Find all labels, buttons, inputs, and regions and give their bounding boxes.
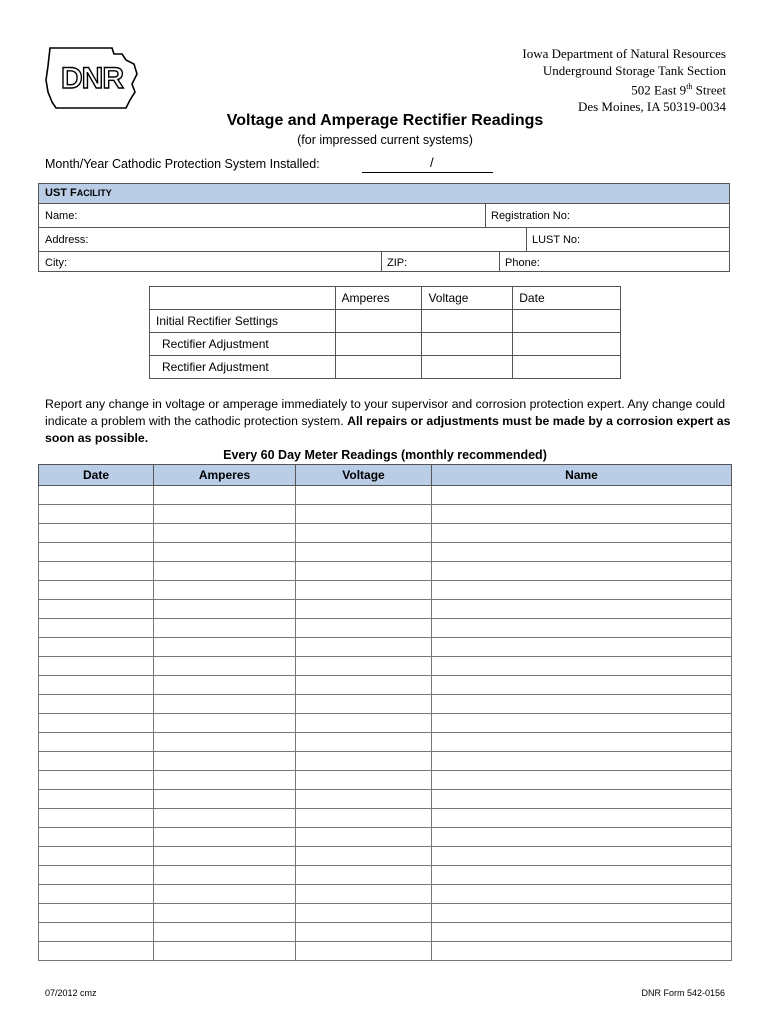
meter-date-cell[interactable] <box>39 809 154 828</box>
table-row <box>39 847 732 866</box>
meter-date-cell[interactable] <box>39 771 154 790</box>
meter-name-cell[interactable] <box>432 676 732 695</box>
meter-amperes-cell[interactable] <box>154 657 296 676</box>
table-row <box>39 771 732 790</box>
agency-city: Des Moines, IA 50319-0034 <box>577 98 726 114</box>
meter-name-cell[interactable] <box>432 695 732 714</box>
meter-date-cell[interactable] <box>39 619 154 638</box>
meter-header-date: Date <box>39 465 154 486</box>
table-row <box>39 828 732 847</box>
ust-facility-header: UST FACILITY <box>39 184 729 204</box>
meter-name-cell[interactable] <box>432 847 732 866</box>
rectifier-header-row <box>150 287 621 310</box>
rectifier-settings-table <box>149 286 621 379</box>
meter-amperes-cell[interactable] <box>154 752 296 771</box>
rectifier-header-date: Date <box>513 287 621 310</box>
facility-name-field[interactable]: Name: <box>45 210 78 222</box>
report-instructions: Report any change in voltage or amperage immediately to your supervisor and corrosion protection expert. Any change could indicate a problem with the cathodic protection system. All repairs or adjustments must be made by a corrosion expert as soon as possible. <box>45 397 731 445</box>
meter-header-name: Name <box>432 465 732 486</box>
registration-number-field[interactable]: Registration No: <box>491 210 570 222</box>
meter-voltage-cell[interactable] <box>296 828 432 847</box>
table-row <box>39 809 732 828</box>
rectifier-header-amperes: Amperes <box>335 287 422 310</box>
meter-readings-table <box>38 464 732 961</box>
meter-date-cell[interactable] <box>39 505 154 524</box>
meter-name-cell[interactable] <box>432 543 732 562</box>
meter-date-cell[interactable] <box>39 543 154 562</box>
dnr-logo <box>42 44 142 112</box>
footer-date-code: 07/2012 cmz <box>45 988 97 998</box>
table-row <box>39 600 732 619</box>
facility-address-field[interactable]: Address: <box>45 234 89 246</box>
meter-name-cell[interactable] <box>432 885 732 904</box>
meter-amperes-cell[interactable] <box>154 486 296 505</box>
meter-name-cell[interactable] <box>432 771 732 790</box>
meter-date-cell[interactable] <box>39 714 154 733</box>
svg-text:DNR: DNR <box>61 62 123 95</box>
table-row <box>39 676 732 695</box>
facility-row-address <box>39 228 729 252</box>
agency-street: 502 East 9th Street <box>631 82 726 98</box>
table-row <box>39 866 732 885</box>
meter-voltage-cell[interactable] <box>296 942 432 961</box>
meter-name-cell[interactable] <box>432 524 732 543</box>
meter-header-voltage: Voltage <box>296 465 432 486</box>
meter-amperes-cell[interactable] <box>154 619 296 638</box>
table-row <box>39 524 732 543</box>
meter-amperes-cell[interactable] <box>154 771 296 790</box>
meter-voltage-cell[interactable] <box>296 866 432 885</box>
facility-zip-field[interactable]: ZIP: <box>387 257 408 269</box>
meter-date-cell[interactable] <box>39 847 154 866</box>
meter-date-cell[interactable] <box>39 524 154 543</box>
meter-voltage-cell[interactable] <box>296 847 432 866</box>
meter-voltage-cell[interactable] <box>296 885 432 904</box>
meter-voltage-cell[interactable] <box>296 790 432 809</box>
rectifier-voltage-cell[interactable] <box>422 333 513 356</box>
rectifier-amperes-cell[interactable] <box>335 333 422 356</box>
table-row <box>39 657 732 676</box>
meter-amperes-cell[interactable] <box>154 505 296 524</box>
meter-amperes-cell[interactable] <box>154 847 296 866</box>
form-title: Voltage and Amperage Rectifier Readings <box>226 112 544 129</box>
meter-voltage-cell[interactable] <box>296 600 432 619</box>
meter-date-cell[interactable] <box>39 904 154 923</box>
meter-date-cell[interactable] <box>39 676 154 695</box>
meter-voltage-cell[interactable] <box>296 695 432 714</box>
meter-name-cell[interactable] <box>432 866 732 885</box>
meter-voltage-cell[interactable] <box>296 923 432 942</box>
meter-date-cell[interactable] <box>39 562 154 581</box>
rectifier-date-cell[interactable] <box>513 333 621 356</box>
meter-readings-title: Every 60 Day Meter Readings (monthly recommended) <box>223 448 547 462</box>
meter-amperes-cell[interactable] <box>154 828 296 847</box>
table-row <box>39 695 732 714</box>
table-row <box>39 619 732 638</box>
meter-amperes-cell[interactable] <box>154 638 296 657</box>
lust-number-field[interactable]: LUST No: <box>532 234 581 246</box>
meter-voltage-cell[interactable] <box>296 524 432 543</box>
meter-date-cell[interactable] <box>39 638 154 657</box>
rectifier-date-cell[interactable] <box>513 356 621 379</box>
table-row <box>39 752 732 771</box>
rectifier-row-label: Initial Rectifier Settings <box>150 310 336 333</box>
meter-amperes-cell[interactable] <box>154 790 296 809</box>
meter-name-cell[interactable] <box>432 562 732 581</box>
agency-section: Underground Storage Tank Section <box>542 62 726 78</box>
rectifier-row <box>150 333 621 356</box>
meter-name-cell[interactable] <box>432 619 732 638</box>
table-row <box>39 714 732 733</box>
meter-name-cell[interactable] <box>432 752 732 771</box>
meter-name-cell[interactable] <box>432 809 732 828</box>
agency-name: Iowa Department of Natural Resources <box>522 46 726 61</box>
form-subtitle: (for impressed current systems) <box>297 133 473 147</box>
rectifier-voltage-cell[interactable] <box>422 310 513 333</box>
meter-date-cell[interactable] <box>39 828 154 847</box>
facility-phone-field[interactable]: Phone: <box>505 257 540 269</box>
meter-date-cell[interactable] <box>39 733 154 752</box>
rectifier-row-label: Rectifier Adjustment <box>150 356 336 379</box>
meter-voltage-cell[interactable] <box>296 733 432 752</box>
meter-voltage-cell[interactable] <box>296 562 432 581</box>
meter-date-cell[interactable] <box>39 885 154 904</box>
table-row <box>39 942 732 961</box>
meter-date-cell[interactable] <box>39 752 154 771</box>
meter-amperes-cell[interactable] <box>154 942 296 961</box>
meter-name-cell[interactable] <box>432 657 732 676</box>
meter-voltage-cell[interactable] <box>296 809 432 828</box>
rectifier-amperes-cell[interactable] <box>335 310 422 333</box>
meter-amperes-cell[interactable] <box>154 885 296 904</box>
meter-voltage-cell[interactable] <box>296 543 432 562</box>
meter-voltage-cell[interactable] <box>296 619 432 638</box>
install-date-slash: / <box>430 155 434 170</box>
table-row <box>39 486 732 505</box>
meter-header-row <box>39 465 732 486</box>
meter-amperes-cell[interactable] <box>154 904 296 923</box>
rectifier-voltage-cell[interactable] <box>422 356 513 379</box>
table-row <box>39 581 732 600</box>
meter-amperes-cell[interactable] <box>154 676 296 695</box>
meter-name-cell[interactable] <box>432 714 732 733</box>
table-row <box>39 562 732 581</box>
meter-name-cell[interactable] <box>432 942 732 961</box>
meter-voltage-cell[interactable] <box>296 904 432 923</box>
meter-amperes-cell[interactable] <box>154 600 296 619</box>
meter-name-cell[interactable] <box>432 505 732 524</box>
meter-amperes-cell[interactable] <box>154 923 296 942</box>
meter-name-cell[interactable] <box>432 733 732 752</box>
meter-voltage-cell[interactable] <box>296 486 432 505</box>
meter-date-cell[interactable] <box>39 581 154 600</box>
facility-city-field[interactable]: City: <box>45 257 67 269</box>
meter-amperes-cell[interactable] <box>154 695 296 714</box>
rectifier-date-cell[interactable] <box>513 310 621 333</box>
meter-amperes-cell[interactable] <box>154 733 296 752</box>
meter-name-cell[interactable] <box>432 638 732 657</box>
meter-name-cell[interactable] <box>432 581 732 600</box>
meter-date-cell[interactable] <box>39 942 154 961</box>
install-date-label: Month/Year Cathodic Protection System Installed: <box>45 157 320 171</box>
table-row <box>39 790 732 809</box>
meter-date-cell[interactable] <box>39 923 154 942</box>
meter-amperes-cell[interactable] <box>154 809 296 828</box>
table-row <box>39 638 732 657</box>
meter-amperes-cell[interactable] <box>154 581 296 600</box>
table-row <box>39 923 732 942</box>
meter-readings-body <box>39 486 732 961</box>
meter-name-cell[interactable] <box>432 923 732 942</box>
meter-amperes-cell[interactable] <box>154 866 296 885</box>
ust-facility-section <box>38 183 730 272</box>
rectifier-row-label: Rectifier Adjustment <box>150 333 336 356</box>
meter-header-amperes: Amperes <box>154 465 296 486</box>
rectifier-amperes-cell[interactable] <box>335 356 422 379</box>
meter-voltage-cell[interactable] <box>296 657 432 676</box>
facility-row-city <box>39 252 729 272</box>
rectifier-header-voltage: Voltage <box>422 287 513 310</box>
meter-name-cell[interactable] <box>432 904 732 923</box>
meter-voltage-cell[interactable] <box>296 581 432 600</box>
rectifier-row <box>150 356 621 379</box>
meter-date-cell[interactable] <box>39 695 154 714</box>
table-row <box>39 733 732 752</box>
meter-name-cell[interactable] <box>432 828 732 847</box>
meter-amperes-cell[interactable] <box>154 714 296 733</box>
table-row <box>39 505 732 524</box>
meter-name-cell[interactable] <box>432 600 732 619</box>
meter-name-cell[interactable] <box>432 790 732 809</box>
install-date-field[interactable] <box>362 172 493 173</box>
footer-form-number: DNR Form 542-0156 <box>641 988 725 998</box>
table-row <box>39 904 732 923</box>
table-row <box>39 885 732 904</box>
meter-date-cell[interactable] <box>39 600 154 619</box>
meter-date-cell[interactable] <box>39 866 154 885</box>
agency-address <box>522 46 726 115</box>
facility-row-name <box>39 204 729 228</box>
table-row <box>39 543 732 562</box>
meter-date-cell[interactable] <box>39 486 154 505</box>
meter-voltage-cell[interactable] <box>296 714 432 733</box>
meter-voltage-cell[interactable] <box>296 752 432 771</box>
meter-date-cell[interactable] <box>39 657 154 676</box>
meter-amperes-cell[interactable] <box>154 543 296 562</box>
meter-name-cell[interactable] <box>432 486 732 505</box>
meter-date-cell[interactable] <box>39 790 154 809</box>
meter-voltage-cell[interactable] <box>296 505 432 524</box>
meter-voltage-cell[interactable] <box>296 771 432 790</box>
rectifier-row <box>150 310 621 333</box>
meter-amperes-cell[interactable] <box>154 524 296 543</box>
meter-voltage-cell[interactable] <box>296 676 432 695</box>
meter-amperes-cell[interactable] <box>154 562 296 581</box>
meter-voltage-cell[interactable] <box>296 638 432 657</box>
